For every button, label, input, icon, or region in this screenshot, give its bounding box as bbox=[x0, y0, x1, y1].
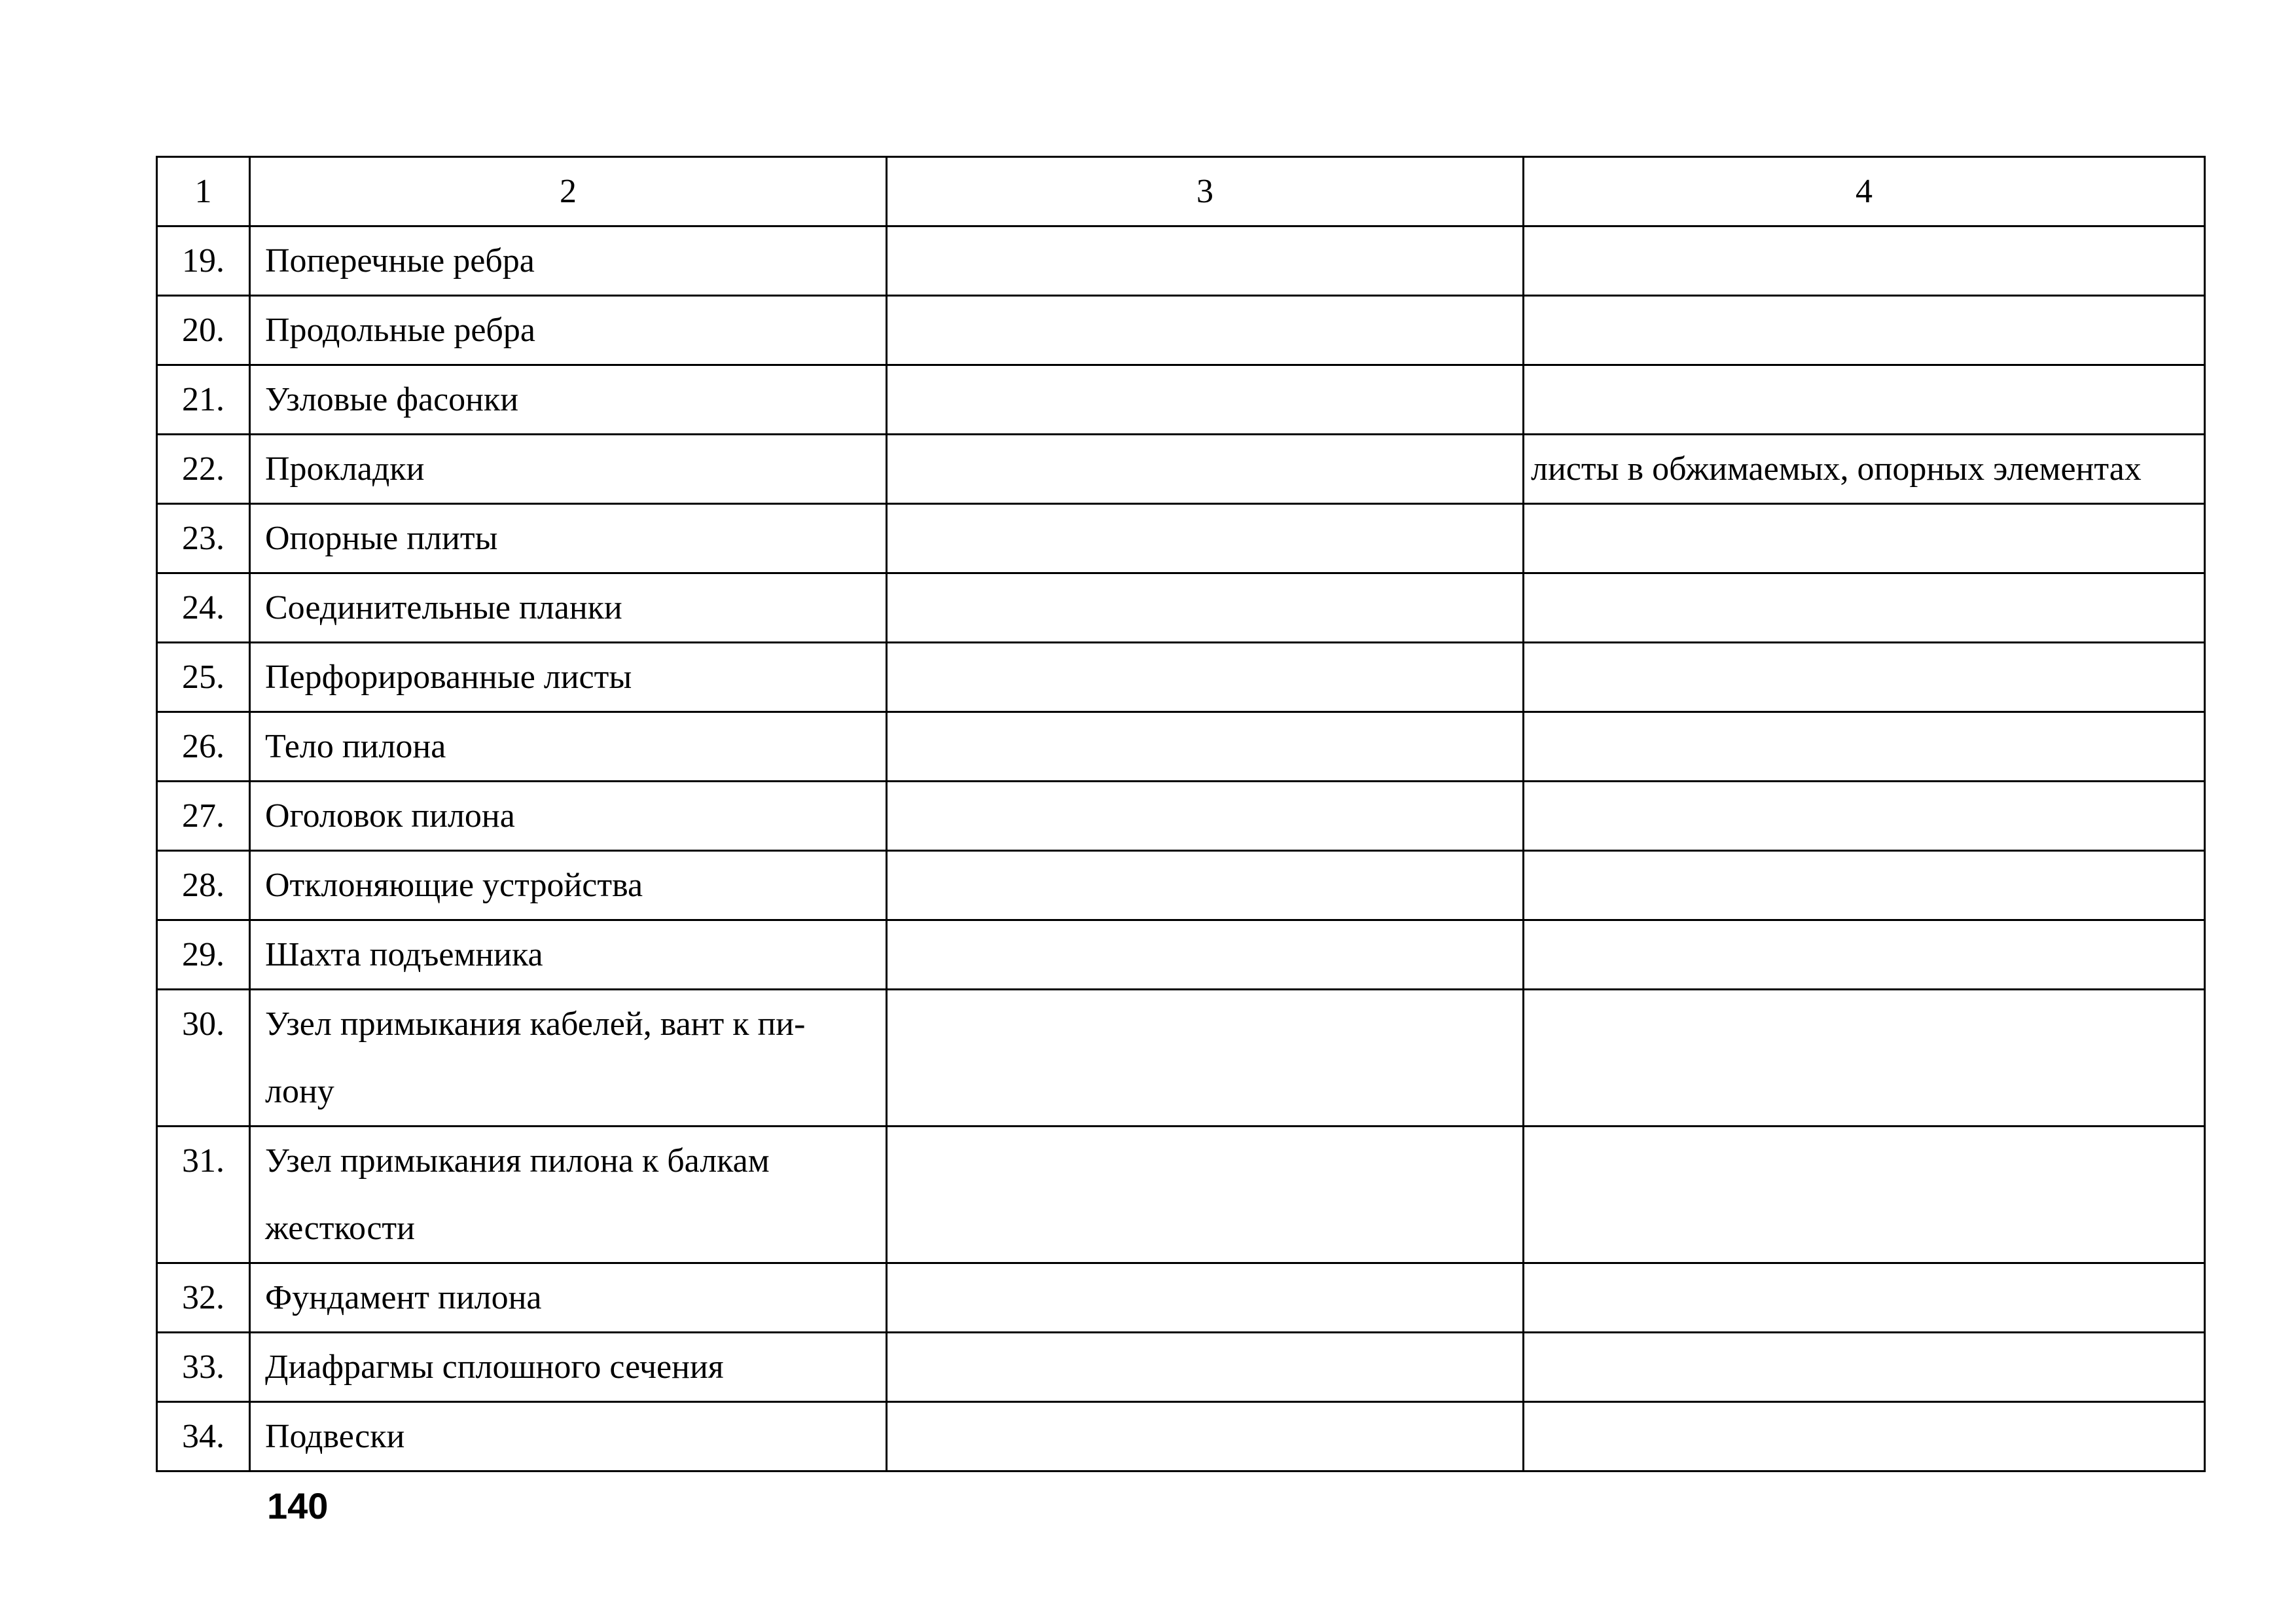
row-name bbox=[250, 1127, 887, 1263]
row-col4 bbox=[1524, 573, 2205, 643]
table-row bbox=[157, 851, 2205, 920]
row-number: 29. bbox=[157, 920, 250, 990]
row-name: Продольные ребра bbox=[250, 296, 887, 365]
table-row bbox=[157, 990, 2205, 1127]
row-col4 bbox=[1524, 504, 2205, 573]
row-col4 bbox=[1524, 1333, 2205, 1402]
row-col3 bbox=[887, 643, 1524, 712]
row-col4 bbox=[1524, 365, 2205, 435]
row-col3 bbox=[887, 782, 1524, 851]
row-number: 21. bbox=[157, 365, 250, 435]
row-name-line: Узел примыкания кабелей, вант к пи- bbox=[265, 1005, 806, 1043]
row-col3 bbox=[887, 573, 1524, 643]
row-col4 bbox=[1524, 296, 2205, 365]
row-col4 bbox=[1524, 782, 2205, 851]
table-row bbox=[157, 226, 2205, 296]
row-name: Опорные плиты bbox=[250, 504, 887, 573]
row-name: Соединительные планки bbox=[250, 573, 887, 643]
header-cell-1: 1 bbox=[157, 157, 250, 226]
row-number: 23. bbox=[157, 504, 250, 573]
row-col4: листы в обжимаемых, опорных элементах bbox=[1524, 435, 2205, 504]
row-col3 bbox=[887, 504, 1524, 573]
components-table bbox=[156, 156, 2206, 1472]
row-number: 27. bbox=[157, 782, 250, 851]
table-row bbox=[157, 296, 2205, 365]
row-number: 31. bbox=[157, 1127, 250, 1263]
row-name: Подвески bbox=[250, 1402, 887, 1471]
header-cell-2: 2 bbox=[250, 157, 887, 226]
row-name-line: лону bbox=[265, 1073, 334, 1110]
row-name: Фундамент пилона bbox=[250, 1263, 887, 1333]
row-col3 bbox=[887, 1402, 1524, 1471]
row-number: 32. bbox=[157, 1263, 250, 1333]
row-col4 bbox=[1524, 990, 2205, 1127]
row-col4 bbox=[1524, 920, 2205, 990]
table-row bbox=[157, 504, 2205, 573]
row-col3 bbox=[887, 990, 1524, 1127]
row-col3 bbox=[887, 1127, 1524, 1263]
row-col4 bbox=[1524, 712, 2205, 782]
row-name-line: Узел примыкания пилона к балкам bbox=[265, 1142, 770, 1180]
table-header-row bbox=[157, 157, 2205, 226]
table-row bbox=[157, 920, 2205, 990]
row-col3 bbox=[887, 920, 1524, 990]
row-col3 bbox=[887, 435, 1524, 504]
row-col3 bbox=[887, 1263, 1524, 1333]
table-row bbox=[157, 365, 2205, 435]
row-col4 bbox=[1524, 226, 2205, 296]
row-number: 33. bbox=[157, 1333, 250, 1402]
row-name bbox=[250, 990, 887, 1127]
page-number: 140 bbox=[267, 1485, 329, 1526]
row-number: 28. bbox=[157, 851, 250, 920]
row-col3 bbox=[887, 226, 1524, 296]
row-col4 bbox=[1524, 851, 2205, 920]
row-number: 20. bbox=[157, 296, 250, 365]
row-col3 bbox=[887, 1333, 1524, 1402]
row-col3 bbox=[887, 712, 1524, 782]
row-name: Тело пилона bbox=[250, 712, 887, 782]
row-name: Шахта подъемника bbox=[250, 920, 887, 990]
row-name: Поперечные ребра bbox=[250, 226, 887, 296]
row-col4 bbox=[1524, 1127, 2205, 1263]
row-number: 19. bbox=[157, 226, 250, 296]
row-name: Оголовок пилона bbox=[250, 782, 887, 851]
row-name: Узловые фасонки bbox=[250, 365, 887, 435]
row-col4 bbox=[1524, 1263, 2205, 1333]
row-number: 24. bbox=[157, 573, 250, 643]
table-row bbox=[157, 712, 2205, 782]
row-number: 34. bbox=[157, 1402, 250, 1471]
table-row bbox=[157, 573, 2205, 643]
row-name: Перфорированные листы bbox=[250, 643, 887, 712]
table-row bbox=[157, 1263, 2205, 1333]
table-row bbox=[157, 643, 2205, 712]
table-row bbox=[157, 1333, 2205, 1402]
row-name: Отклоняющие устройства bbox=[250, 851, 887, 920]
row-name: Диафрагмы сплошного сечения bbox=[250, 1333, 887, 1402]
table-row bbox=[157, 1127, 2205, 1263]
header-cell-4: 4 bbox=[1524, 157, 2205, 226]
row-number: 22. bbox=[157, 435, 250, 504]
row-col3 bbox=[887, 296, 1524, 365]
row-col3 bbox=[887, 851, 1524, 920]
row-col4 bbox=[1524, 643, 2205, 712]
table-row bbox=[157, 782, 2205, 851]
table-row bbox=[157, 1402, 2205, 1471]
row-col3 bbox=[887, 365, 1524, 435]
row-col4 bbox=[1524, 1402, 2205, 1471]
row-number: 25. bbox=[157, 643, 250, 712]
header-cell-3: 3 bbox=[887, 157, 1524, 226]
row-name-line: жесткости bbox=[265, 1210, 415, 1247]
row-name: Прокладки bbox=[250, 435, 887, 504]
row-number: 30. bbox=[157, 990, 250, 1127]
table-row bbox=[157, 435, 2205, 504]
row-number: 26. bbox=[157, 712, 250, 782]
